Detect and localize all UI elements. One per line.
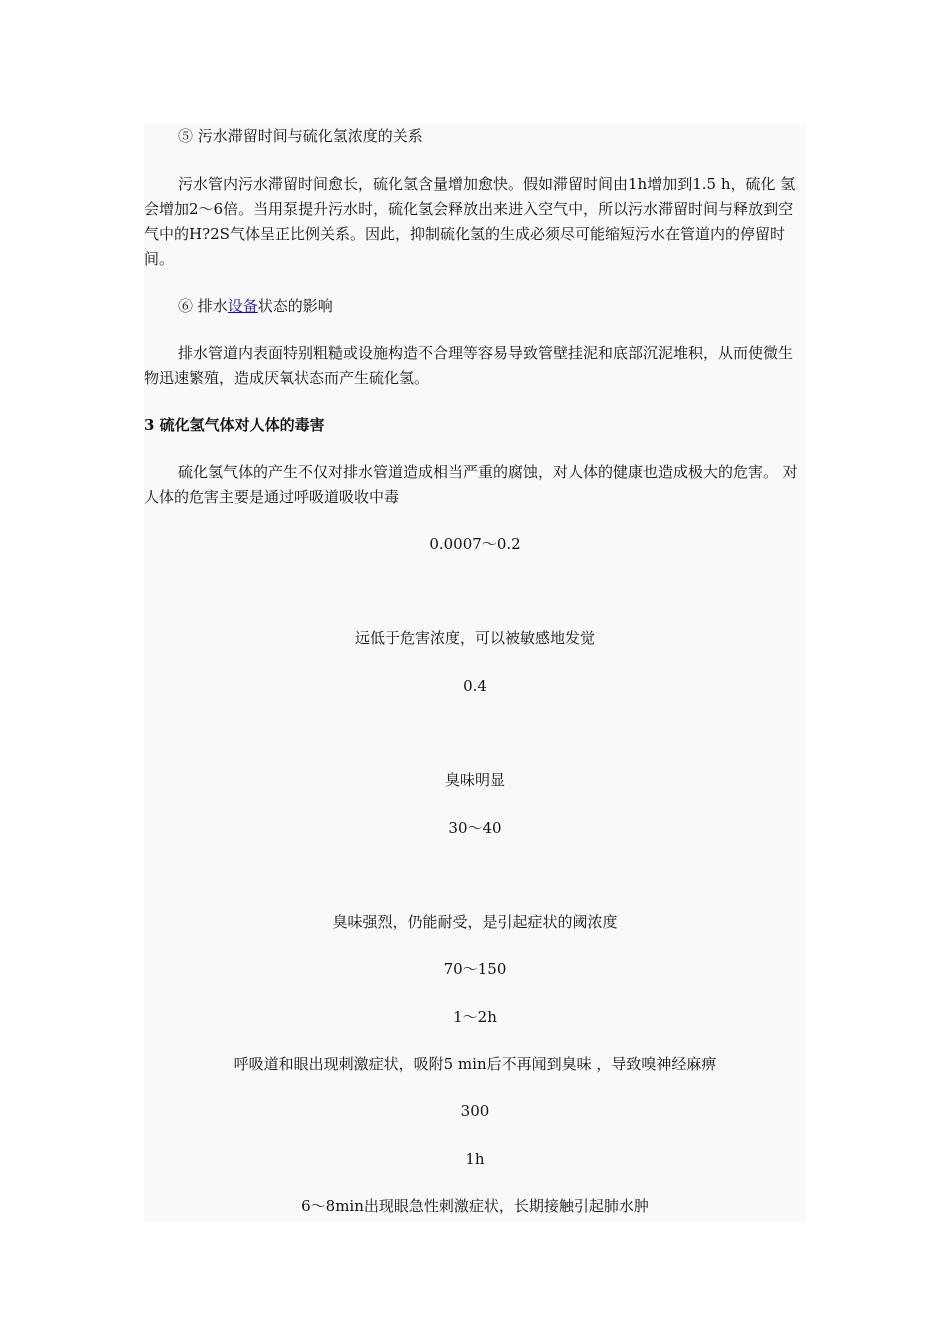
effect-description: 远低于危害浓度，可以被敏感地发觉 [354,629,595,647]
effect-description: 呼吸道和眼出现刺激症状，吸附5 min后不再闻到臭味 ，导致嗅神经麻痹 [233,1055,717,1073]
item5-heading: ⑤ 污水滞留时间与硫化氢浓度的关系 [178,127,423,145]
concentration-value: 0.4 [463,677,487,695]
effect-description: 臭味明显 [444,771,505,789]
concentration-value: 30～40 [448,819,502,837]
effect-description: 臭味强烈，仍能耐受，是引起症状的阈浓度 [332,913,618,931]
item6-paragraph: 排水管道内表面特别粗糙或设施构造不合理等容易导致管壁挂泥和底部沉泥堆积，从而使微生物迅速繁殖，造成厌氧状态而产生硫化氢。 [144,344,794,387]
concentration-value: 300 [460,1102,490,1120]
effect-description: 6～8min出现眼急性刺激症状，长期接触引起肺水肿 [301,1197,649,1215]
item6-heading [178,294,333,319]
item5-paragraph: 污水管内污水滞留时间愈长，硫化氢含量增加愈快。假如滞留时间由1h增加到1.5 h，硫化 氢会增加2～6倍。当用泵提升污水时，硫化氢会释放出来进入空气中，所以污水滞留时间与释放到空气中的H?2S气体呈正比例关系。因此，抑制硫化氢的生成必须尽可能缩短污水在管道内的停留时间。 [144,175,796,268]
equipment-link[interactable]: 设备 [227,297,258,315]
concentration-value: 0.0007～0.2 [429,535,521,553]
item6-suffix: 状态的影响 [257,297,333,315]
concentration-value: 70～150 [443,960,507,978]
item6-prefix: ⑥ 排水 [178,297,228,315]
exposure-time: 1～2h [453,1008,497,1026]
section3-heading: 3 硫化氢气体对人体的毒害 [144,416,325,434]
exposure-time: 1h [465,1150,485,1168]
section3-paragraph: 硫化氢气体的产生不仅对排水管道造成相当严重的腐蚀，对人体的健康也造成极大的危害。 对人体的危害主要是通过呼吸道吸收中毒 [144,463,798,506]
